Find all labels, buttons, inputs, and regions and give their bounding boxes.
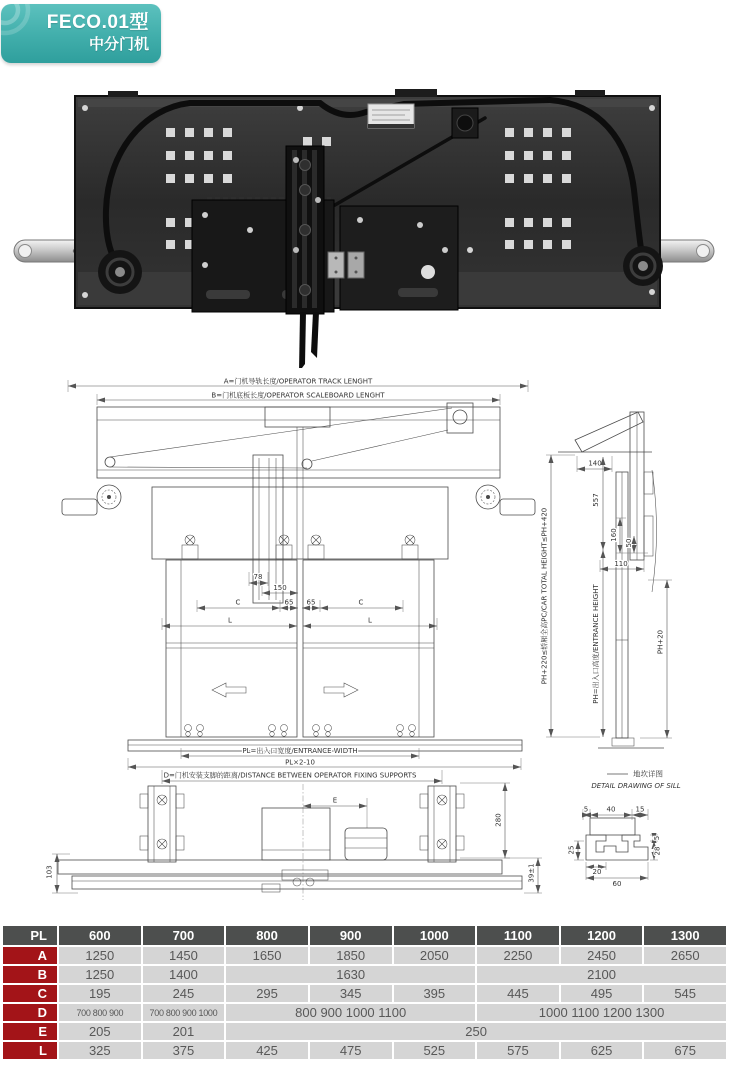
cell-e-700: 201 [143,1023,225,1040]
sill-dim-20: 20 [592,868,602,876]
belt-pulley-right [623,246,663,286]
table-row-c [3,985,726,1002]
header-700: 700 [143,926,225,945]
dim-pl-x2: PL×2-10 [285,758,315,767]
header-1200: 1200 [561,926,643,945]
cell-a-1100: 2250 [477,947,559,964]
dim-c-right: C [358,598,364,607]
row-label-l: L [3,1042,57,1059]
sill-title-en: DETAIL DRAWING OF SILL [591,782,681,790]
row-label-d: D [3,1004,57,1021]
center-column [286,146,324,314]
cell-d-800-1000: 800 900 1000 1100 [226,1004,475,1021]
belt-wheel-right-drawing [476,485,500,509]
dimension-drawings [0,368,729,920]
dim-280: 280 [494,813,503,827]
cell-a-700: 1450 [143,947,225,964]
header-900: 900 [310,926,392,945]
dimension-table [1,924,728,1061]
belt-wheel-left-drawing [97,485,121,509]
cell-l-600: 325 [59,1042,141,1059]
dim-c-left: C [235,598,241,607]
fixing-support-right [420,786,464,862]
dim-65-right: 65 [306,598,316,607]
door-panel-right [303,560,434,737]
row-label-c: C [3,985,57,1002]
sill-dim-25: 25 [567,845,576,855]
dim-e: E [332,796,338,805]
cell-e-600: 205 [59,1023,141,1040]
dim-car-total-height: PH+220≤轿厢全高PC/CAR TOTAL HEIGHT≤PH+420 [540,507,549,685]
dim-fixing-supports: D=门机安装支脚的距离/DISTANCE BETWEEN OPERATOR FIXING SUPPORTS [163,771,417,780]
dim-l-right: L [368,616,372,625]
product-series: 中分门机 [88,36,149,53]
fixing-support-left [140,786,184,862]
sill-dim-40: 40 [606,805,616,814]
cell-c-800: 295 [226,985,308,1002]
cell-c-1300: 545 [644,985,726,1002]
table-row-l [3,1042,726,1059]
cell-b-800-1000: 1630 [226,966,475,983]
sill-dim-28: 28 [653,846,662,856]
header-1300: 1300 [644,926,726,945]
technical-drawings [0,368,729,920]
cell-a-600: 1250 [59,947,141,964]
cell-c-1200: 495 [561,985,643,1002]
cell-l-1100: 575 [477,1042,559,1059]
table-row-b [3,966,726,983]
row-label-a: A [3,947,57,964]
sill-title-cn: 地坎详图 [633,769,663,779]
cell-l-900: 475 [310,1042,392,1059]
dim-track-length: A=门机导轨长度/OPERATOR TRACK LENGHT [223,377,373,386]
dim-ph-plus-20: PH+20 [656,629,665,655]
sill-dim-5-top: 5 [583,805,589,814]
cell-a-1300: 2650 [644,947,726,964]
cell-a-900: 1850 [310,947,392,964]
cell-c-700: 245 [143,985,225,1002]
cell-c-1100: 445 [477,985,559,1002]
dim-entrance-height: PH=出入口高度/ENTRANCE HEIGHT [592,584,600,704]
cell-c-600: 195 [59,985,141,1002]
cell-d-700: 700 800 900 1000 [143,1004,225,1021]
dim-entrance-width: PL=出入口宽度/ENTRANCE WIDTH [242,747,358,755]
cell-b-700: 1400 [143,966,225,983]
dim-scaleboard-length: B=门机底板长度/OPERATOR SCALEBOARD LENGHT [211,391,385,400]
front-view [62,377,535,771]
header-1100: 1100 [477,926,559,945]
side-view [540,412,673,748]
header-1000: 1000 [394,926,476,945]
cell-c-900: 345 [310,985,392,1002]
cell-b-600: 1250 [59,966,141,983]
table-row-d [3,1004,726,1021]
product-badge [1,4,161,63]
header-800: 800 [226,926,308,945]
door-vane-straps [299,312,319,368]
dim-150: 150 [273,584,287,592]
hanger-rollers [182,535,418,559]
product-model: FECO.01型 [46,12,149,33]
cell-b-1100-1300: 2100 [477,966,726,983]
sill-dim-60: 60 [612,880,622,888]
sill-dim-5-right: 5 [653,835,661,841]
cell-l-1200: 625 [561,1042,643,1059]
door-operator-photo [0,85,729,368]
cell-l-1000: 525 [394,1042,476,1059]
cell-l-700: 375 [143,1042,225,1059]
dim-l-left: L [228,616,232,625]
cell-d-1100-1300: 1000 1100 1200 1300 [477,1004,726,1021]
bottom-view [46,770,543,900]
cell-a-800: 1650 [226,947,308,964]
row-label-b: B [3,966,57,983]
dim-160: 160 [610,528,618,542]
dim-103: 103 [45,865,54,879]
dim-50: 50 [625,538,633,548]
header-600: 600 [59,926,141,945]
header-pl: PL [3,926,57,945]
cell-l-1300: 675 [644,1042,726,1059]
sill-detail [568,769,681,889]
sill-dim-15: 15 [635,805,645,814]
cell-c-1000: 395 [394,985,476,1002]
product-photo [0,85,729,368]
cell-a-1000: 2050 [394,947,476,964]
dim-78: 78 [253,573,263,581]
table-header-row [3,926,726,945]
dim-65-left: 65 [284,598,294,607]
cell-e-800-1300: 250 [226,1023,726,1040]
cell-a-1200: 2450 [561,947,643,964]
dim-39: 39±1 [527,863,536,883]
motor-block [452,108,478,138]
row-label-e: E [3,1023,57,1040]
dim-557: 557 [592,493,600,507]
dim-140: 140 [588,459,602,468]
nameplate [368,104,414,128]
door-guides [185,725,416,737]
table-row-a [3,947,726,964]
cell-d-600: 700 800 900 [59,1004,141,1021]
cell-l-800: 425 [226,1042,308,1059]
table-row-e [3,1023,726,1040]
dim-110: 110 [614,560,628,568]
belt-pulley-left [98,250,142,294]
